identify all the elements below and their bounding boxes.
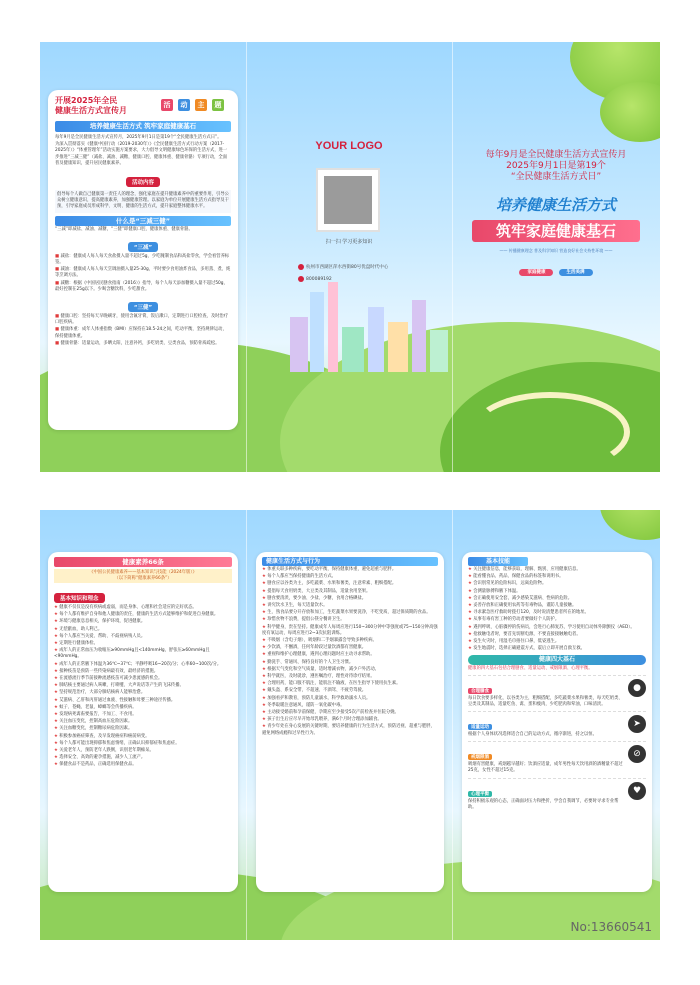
list-item: ★ 青少年处在身心发展的关键时期，要培养健康的行为生活方式，预防近视、超重与肥胖，避免网络成瘾和过早性行为。 — [262, 724, 435, 736]
bullet-icon: ■ — [55, 280, 61, 286]
star-bullet-icon: ★ — [468, 567, 474, 572]
brochure-outside — [40, 42, 660, 472]
tree-foliage — [600, 510, 660, 540]
star-bullet-icon: ★ — [262, 581, 268, 587]
star-bullet-icon: ★ — [468, 603, 474, 609]
intro-paragraph: 每年9月是全民健康生活方式宣传月，2025年9月1日是第19个“全民健康生活方式日”。 — [55, 135, 222, 140]
activity-heading: 活动内容 — [126, 177, 160, 187]
star-bullet-icon: ★ — [54, 633, 60, 639]
location-pin-icon — [298, 264, 304, 270]
cover-tag: 家庭健康 — [519, 269, 553, 276]
cover-line-1: 每年9月是全民健康生活方式宣传月 — [485, 150, 627, 160]
contact-address: 杭州市西湖区萍水西街80号优盘时代中心 — [298, 264, 388, 270]
cover-tags — [452, 258, 660, 277]
star-bullet-icon: ★ — [54, 683, 60, 689]
sanjian-heading: 什么是“三减三健” — [55, 216, 231, 226]
list-item: ★ 珍惜食物不浪费，提倡公筷分餐讲卫生。 — [262, 617, 345, 623]
bullet-icon: ■ — [55, 253, 61, 259]
star-bullet-icon: ★ — [468, 581, 474, 587]
list-item: ★ 每个人都应当关爱、帮助、不歧视病残人员。 — [54, 633, 146, 639]
knowledge-subheading: 基本知识和理念 — [54, 593, 105, 603]
star-bullet-icon: ★ — [262, 588, 268, 594]
brochure-inside — [40, 510, 660, 940]
star-bullet-icon: ★ — [262, 645, 268, 651]
list-item: ★ 冬季取暖注意通风，谨防一氧化碳中毒。 — [262, 702, 345, 708]
literacy-heading: 健康素养66条 — [54, 557, 232, 567]
heart-hands-icon: ♥ — [628, 782, 646, 800]
cornerstone-item — [468, 675, 646, 709]
list-item: ★ 关注血压变化，控制高血压危险因素。 — [54, 719, 133, 725]
cornerstone-label: 戒烟限酒 — [468, 754, 492, 760]
list-item: ★ 科学就医，及时就诊，遵医嘱治疗，理性对待诊疗结果。 — [262, 674, 375, 680]
cornerstone-label: 心理平衡 — [468, 791, 492, 797]
list-item: ★ 成年人的正常腋下体温为36℃~37℃；平静呼吸16~20次/分；心率60~100次/分。 — [54, 661, 222, 667]
list-item: ★ 遇到呼吸、心脏骤停的伤病员，会进行心肺复苏，学习使用自动体外除颤仪（AED）。 — [468, 624, 635, 630]
theme-badge: 活 — [161, 99, 173, 111]
intro-paragraph: 为深入贯彻落实《健康中国行动（2019-2030年）》《全民健康生活方式行动方案（2017-2025年）》“体重管理年”活动实施方案要求，大力倡导文明健康绿色环保的生活方式，进一步推进“三减三健”（减盐、减油、减糖，健康口腔、健康体重、健康骨骼）专项行动，全面普及健康知识，提升居民健康素养。 — [55, 142, 228, 166]
list-item: ★ 健康不仅仅是没有疾病或虚弱，而是身体、心理和社会适应的完好状态。 — [54, 605, 197, 610]
list-item: ★ 肺结核主要通过病人咳嗽、打喷嚏、大声说话等产生的飞沫传播。 — [54, 683, 184, 689]
list-item: ★ 根据天气变化和空气质量，适时增减衣物，减少户外活动。 — [262, 666, 379, 672]
star-bullet-icon: ★ — [262, 652, 268, 658]
list-item: ★ 选择安全、高效的避孕措施，减少人工流产。 — [54, 755, 146, 761]
star-bullet-icon: ★ — [262, 617, 268, 623]
bullet-icon: ■ — [55, 314, 61, 320]
list-item: ★ 每个人都可能出现抑郁和焦虑情绪，正确认识抑郁症和焦虑症。 — [54, 740, 180, 746]
list-item: ★ 关爱老年人，预防老年人跌倒，识别老年期痴呆。 — [54, 748, 154, 754]
san-jian-subheading: “三减” — [128, 242, 158, 252]
list-item: ★ 膳食要清淡，要少油、少盐、少糖，食用合格碘盐。 — [262, 595, 367, 601]
list-item: ★ 生、熟食品要分开存放和加工，生吃蔬菜水果要洗净，不吃变质、超过保质期的食品。 — [262, 610, 431, 616]
list-item: ★ 膳食应以谷类为主，多吃蔬菜、水果和薯类，注意荤素、粗细搭配。 — [262, 581, 397, 587]
star-bullet-icon: ★ — [262, 681, 268, 687]
list-item: ★ 发生火灾时，用湿毛巾捂住口鼻，低姿逃生。 — [468, 639, 560, 645]
cover-slogan: —— 传播健康理念 普及科学知识 营造良好社会支持性环境 —— — [499, 248, 613, 253]
logo-text: YOUR LOGO — [315, 140, 383, 152]
watermark-id: No:13660541 — [570, 920, 652, 934]
star-bullet-icon: ★ — [54, 755, 60, 761]
list-item: ★ 讲究饮水卫生，每天适量饮水。 — [262, 603, 328, 609]
cornerstone-label: 适量运动 — [468, 724, 492, 730]
star-bullet-icon: ★ — [54, 733, 60, 739]
literacy-card — [48, 552, 238, 892]
star-bullet-icon: ★ — [262, 624, 268, 630]
star-bullet-icon: ★ — [262, 674, 268, 680]
list-item: ★ 定期进行健康体检。 — [54, 641, 98, 647]
theme-bar: 培养健康生活方式 筑牢家庭健康基石 — [55, 121, 231, 132]
star-bullet-icon: ★ — [262, 710, 268, 716]
cornerstone-item — [468, 778, 646, 812]
san-jian-subheading: “三健” — [128, 302, 158, 312]
list-item: ★ 关注健康信息，能够获取、理解、甄别、应用健康信息。 — [468, 567, 581, 572]
list-item: ★ 主动接受婚前和孕前保健，孕期应至少接受5次产前检查并住院分娩。 — [262, 710, 399, 716]
star-bullet-icon: ★ — [262, 695, 268, 701]
list-item: ★ 环境与健康息息相关，保护环境，促进健康。 — [54, 619, 146, 625]
cover-script-title: 培养健康生活方式 — [495, 196, 616, 214]
list-item: ★ 从事有毒有害工种的劳动者要做好个人防护。 — [468, 617, 560, 623]
literacy-source: 《中国公民健康素养——基本知识与技能（2024年版）》 （以下简称“健康素养66条”） — [54, 569, 232, 583]
star-bullet-icon: ★ — [468, 588, 474, 594]
cornerstone-text: 吸烟有害健康，戒烟越早越好；饮酒应适量，成年男性每天饮用酒的酒精量不超过25克，女性不超过15克。 — [468, 762, 623, 774]
list-item: ★ 戴头盔、系安全带，不超速、不酒驾、不疲劳驾驶。 — [262, 688, 367, 694]
list-item: ★ 艾滋病、乙肝和丙肝通过血液、性接触和母婴三种途径传播。 — [54, 697, 176, 703]
star-bullet-icon: ★ — [468, 646, 474, 652]
phone-icon — [298, 276, 304, 282]
list-item: ★ 坚持规范治疗，大部分肺结核病人能够治愈。 — [54, 690, 146, 696]
star-bullet-icon: ★ — [262, 688, 268, 694]
star-bullet-icon: ★ — [54, 676, 60, 682]
star-bullet-icon: ★ — [262, 603, 268, 609]
star-bullet-icon: ★ — [262, 702, 268, 708]
intro-card — [48, 90, 238, 430]
list-item: ■ 健康体重：成年人体重指数（BMI）应保持在18.5-24之间，吃动平衡，坚持规律运动，保持健康体重。 — [55, 327, 227, 339]
star-bullet-icon: ★ — [262, 567, 268, 572]
contact-phone: 800089192 — [298, 276, 332, 282]
bullet-icon: ■ — [55, 340, 61, 346]
list-item: ■ 减糖：根据《中国居民膳食指南（2016）》指导，每个人每天添加糖摄入量不超过50g，最好控制在25g以下。少喝含糖饮料，少吃甜食。 — [55, 280, 228, 292]
list-item: ★ 发现病死禽畜要报告，不加工、不食用。 — [54, 712, 137, 718]
star-bullet-icon: ★ — [262, 659, 268, 665]
list-item: ★ 合理用药，能口服不肌注，能肌注不输液，在医生指导下使用抗生素。 — [262, 681, 401, 687]
star-bullet-icon: ★ — [468, 595, 474, 601]
star-bullet-icon: ★ — [54, 726, 60, 732]
star-bullet-icon: ★ — [262, 610, 268, 616]
star-bullet-icon: ★ — [54, 612, 60, 618]
qr-code-placeholder — [316, 168, 380, 232]
cover-line-2: 2025年9月1日是第19个 — [506, 161, 606, 171]
list-item: ★ 加强看护和教育，预防儿童溺水，科学救助溺水人员。 — [262, 695, 371, 701]
cover-block-title: 筑牢家庭健康基石 — [472, 220, 640, 242]
skills-list — [468, 567, 646, 652]
star-bullet-icon: ★ — [262, 717, 268, 723]
star-bullet-icon: ★ — [468, 610, 474, 616]
list-item: ■ 减油：健康成人每人每天烹调油摄入量25-30g，平时要少食用油炸食品，多用蒸、煮、炖等烹调方法。 — [55, 267, 231, 279]
star-bullet-icon: ★ — [54, 605, 60, 610]
star-bullet-icon: ★ — [54, 661, 60, 667]
bullet-icon: ■ — [55, 267, 61, 273]
list-item: ★ 会正确使用安全套，减少感染艾滋病、性病的危险。 — [468, 595, 573, 601]
star-bullet-icon: ★ — [468, 617, 474, 623]
activity-paragraph: 倡导每个人做自己健康第一责任人的理念，强化家庭在提升健康素养中的重要作用，引导公众树立健康意识，提高健康素养，加强健康管理。以家庭为单位开展健康生活方式指导及干预，引导家庭成员形成科学、文明、健康的生活方式，提升家庭整体健康水平。 — [55, 190, 231, 213]
running-icon: ➤ — [628, 715, 646, 733]
theme-badges — [157, 96, 231, 114]
list-item: ★ 会识别常见的危险标识，远离危险物。 — [468, 581, 547, 587]
bullet-icon: ■ — [55, 327, 61, 333]
list-item: ★ 成年人的正常血压为收缩压≥90mmHg且<140mmHg，舒张压≥60mmHg且<90mmHg。 — [54, 648, 210, 660]
cornerstone-item — [468, 711, 646, 739]
lifestyle-heading: 健康生活方式与行为 — [262, 557, 438, 566]
jian-list — [55, 254, 231, 293]
list-item: ★ 蚊子、苍蝇、老鼠、蟑螂等会传播疾病。 — [54, 704, 137, 710]
cornerstone-text: 根据个人身体状况选择适合自己的运动方式，循序渐进，持之以恒。 — [468, 732, 597, 738]
lifestyle-card — [256, 552, 444, 892]
no-smoking-icon: ⊘ — [628, 745, 646, 763]
list-item: ■ 减盐：健康成人每人每天食盐摄入量不超过5g，少吃腌制食品和高盐零食，学会看营养标签。 — [55, 253, 230, 266]
star-bullet-icon: ★ — [468, 624, 474, 630]
cornerstones-heading: 健康四大基石 — [468, 655, 646, 665]
list-item: ■ 健康骨骼：适量运动，多晒太阳，注意补钙，多吃奶类、豆类食品，预防骨质疏松。 — [55, 340, 220, 346]
star-bullet-icon: ★ — [468, 639, 474, 645]
star-bullet-icon: ★ — [468, 631, 474, 637]
list-item: ★ 妥善存放和正确使用农药等有毒物品，谨防儿童接触。 — [468, 603, 577, 609]
theme-badge: 主 — [195, 99, 207, 111]
list-item: ★ 会测量脉搏和腋下体温。 — [468, 588, 521, 594]
cornerstone-label: 合理膳食 — [468, 688, 492, 694]
cornerstone-text: 保持积极乐观的心态，正确面对压力和挫折，学会自我调节，必要时寻求专业帮助。 — [468, 798, 619, 810]
lifestyle-list — [262, 567, 438, 737]
back-cover — [246, 42, 452, 472]
list-item: ★ 不吸烟（含电子烟），吸烟和二手烟暴露会导致多种疾病。 — [262, 638, 377, 644]
star-bullet-icon: ★ — [262, 666, 268, 672]
star-bullet-icon: ★ — [262, 574, 268, 580]
list-item: ★ 接种疫苗是预防一些传染病最有效、最经济的措施。 — [54, 668, 159, 674]
headline — [55, 96, 127, 116]
star-bullet-icon: ★ — [54, 704, 60, 710]
list-item: ★ 重视和维护心理健康，遇到心理问题时应主动寻求帮助。 — [262, 652, 375, 658]
star-bullet-icon: ★ — [262, 724, 268, 730]
list-item: ★ 孩子出生后应尽早开始母乳喂养，满6个月时合理添加辅食。 — [262, 717, 382, 723]
star-bullet-icon: ★ — [54, 626, 60, 632]
headline-line-2: 健康生活方式宣传月 — [55, 106, 127, 115]
list-item: ★ 在流感流行季节前接种流感疫苗可减少患流感的机会。 — [54, 676, 163, 682]
star-bullet-icon: ★ — [54, 641, 60, 647]
stones-list — [468, 675, 646, 812]
cornerstone-text: 每日饮食要多样化，以谷类为主，粗细搭配，多吃蔬菜水果和薯类，每天吃奶类、豆类及其制品，适量吃鱼、禽、蛋和瘦肉，少吃肥肉和荤油，口味清淡。 — [468, 695, 623, 707]
star-bullet-icon: ★ — [54, 740, 60, 746]
star-bullet-icon: ★ — [54, 712, 60, 718]
cover-line-3: “全民健康生活方式日” — [510, 172, 602, 182]
list-item: ★ 每个人都有维护自身和他人健康的责任，健康的生活方式能够维护和促进自身健康。 — [54, 612, 219, 618]
list-item: ■ 健康口腔：坚持每天早晚刷牙，使用含氟牙膏，饭后漱口，定期进行口腔检查，及时治疗口腔疾病。 — [55, 314, 229, 326]
cornerstone-item — [468, 741, 646, 775]
food-icon: ● — [628, 679, 646, 697]
list-item: ★ 科学健身，贵在坚持。健康成年人每周应进行150~300分钟中等强度或75~150分钟高强度有氧运动，每周应进行2~3次抗阻训练。 — [262, 624, 438, 636]
list-item: ★ 每个人都应当保持健康的生活方式。 — [262, 574, 336, 580]
star-bullet-icon: ★ — [54, 690, 60, 696]
star-bullet-icon: ★ — [262, 638, 268, 644]
star-bullet-icon: ★ — [468, 574, 474, 580]
scan-caption: 扫一扫 学习更多知识 — [325, 239, 373, 245]
theme-badge: 动 — [178, 99, 190, 111]
star-bullet-icon: ★ — [54, 668, 60, 674]
list-item: ★ 发生地震时，选择正确避震方式，震后立即开展自救互救。 — [468, 646, 585, 652]
headline-line-1: 开展2025年全民 — [55, 96, 118, 105]
skills-card — [462, 552, 652, 892]
list-item: ★ 体重关联多种疾病，要吃动平衡，保持健康体重，避免超重与肥胖。 — [262, 567, 397, 572]
star-bullet-icon: ★ — [54, 697, 60, 703]
cornerstones-intro: 健康的四大基石包括合理膳食、适量运动、戒烟限酒、心理平衡。 — [468, 666, 593, 672]
list-item: ★ 寻求紧急医疗救助时拨打120，及时说清楚患者所在的地址。 — [468, 610, 589, 616]
list-item: ★ 抢救触电者时，要首先切断电源，不要直接接触触电者。 — [468, 631, 581, 637]
skills-heading: 基本技能 — [468, 557, 528, 566]
cover-tag: 生活美满 — [559, 269, 593, 276]
star-bullet-icon: ★ — [54, 748, 60, 754]
list-item: ★ 关注血糖变化，控制糖尿病危险因素。 — [54, 726, 133, 732]
literacy-list — [54, 605, 232, 769]
jian2-list — [55, 314, 231, 347]
list-item: ★ 提倡每天食用奶类、大豆类及其制品，适量食用坚果。 — [262, 588, 371, 594]
list-item: ★ 少饮酒，不酗酒，任何年龄段过量饮酒都有害健康。 — [262, 645, 367, 651]
star-bullet-icon: ★ — [54, 619, 60, 625]
sanjian-paragraph: “三减”即减盐、减油、减糖，“三健”即健康口腔、健康体重、健康骨骼。 — [55, 226, 193, 232]
theme-badge: 题 — [212, 99, 224, 111]
list-item: ★ 积极参加癌症筛查，及早发现癌症和癌前病变。 — [54, 733, 150, 739]
list-item: ★ 勤洗手、常通风、保持良好的个人卫生习惯。 — [262, 659, 354, 665]
list-item: ★ 能看懂食品、药品、保健食品的标签和说明书。 — [468, 574, 564, 580]
front-cover — [452, 42, 660, 472]
list-item: ★ 保健食品不是药品，正确选用保健食品。 — [54, 762, 137, 768]
star-bullet-icon: ★ — [262, 595, 268, 601]
list-item: ★ 无偿献血，助人利己。 — [54, 626, 103, 632]
star-bullet-icon: ★ — [54, 719, 60, 725]
cover-headline — [452, 150, 660, 183]
star-bullet-icon: ★ — [54, 648, 60, 654]
star-bullet-icon: ★ — [54, 762, 60, 768]
